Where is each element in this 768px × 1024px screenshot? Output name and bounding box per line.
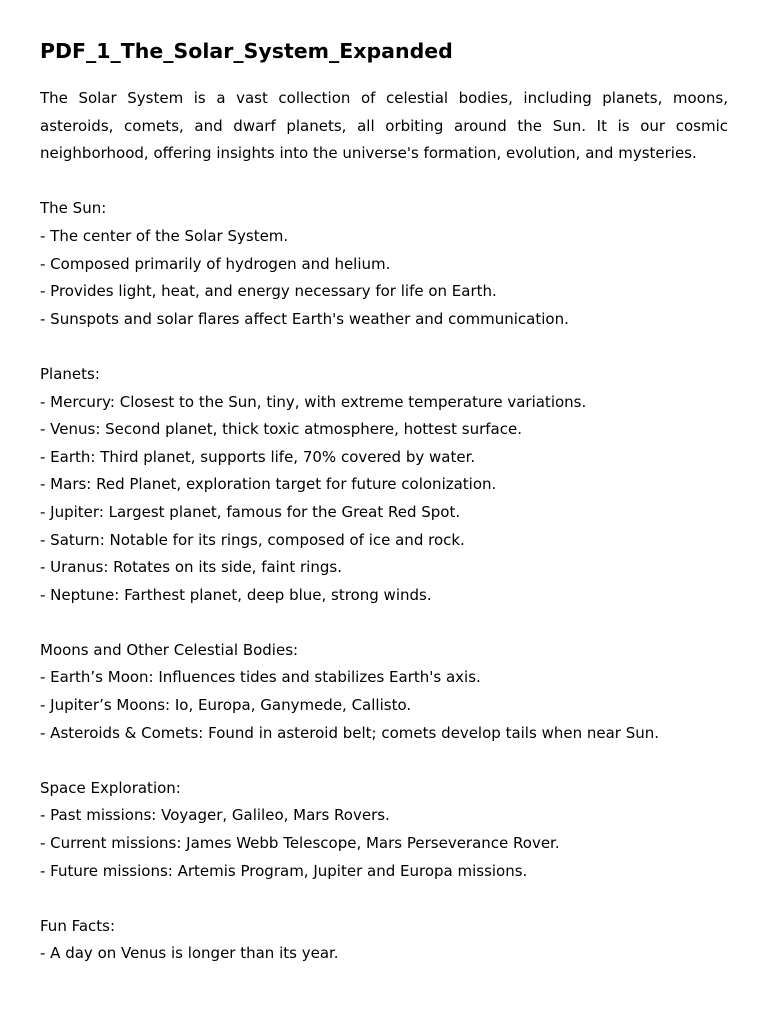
list-item: - Earth: Third planet, supports life, 70% covered by water. xyxy=(40,447,476,466)
list-item: - Mars: Red Planet, exploration target for future colonization. xyxy=(40,475,497,494)
list-item: - Neptune: Farthest planet, deep blue, strong winds. xyxy=(40,585,432,604)
list-item: - Uranus: Rotates on its side, faint rings. xyxy=(40,558,342,577)
document-title: PDF_1_The_Solar_System_Expanded xyxy=(40,39,453,63)
section-heading: Fun Facts: xyxy=(40,916,116,935)
list-item: - A day on Venus is longer than its year. xyxy=(40,944,339,963)
section-moons-and-other-bodies xyxy=(40,637,728,747)
list-item: - The center of the Solar System. xyxy=(40,226,289,245)
list-item: - Mercury: Closest to the Sun, tiny, with extreme temperature variations. xyxy=(40,392,587,411)
list-item: - Saturn: Notable for its rings, composed of ice and rock. xyxy=(40,530,465,549)
intro-paragraph: The Solar System is a vast collection of celestial bodies, including planets, moons, asteroids, comets, and dwarf planets, all orbiting around the Sun. It is our cosmic neighborhood, offering insights into the universe's formation, evolution, and mysteries. xyxy=(40,89,728,163)
list-item: - Provides light, heat, and energy necessary for life on Earth. xyxy=(40,282,497,301)
section-heading: Space Exploration: xyxy=(40,778,181,797)
section-space-exploration xyxy=(40,775,728,885)
section-the-sun xyxy=(40,195,728,333)
list-item: - Venus: Second planet, thick toxic atmosphere, hottest surface. xyxy=(40,420,522,439)
section-heading: Planets: xyxy=(40,364,100,383)
list-item: - Composed primarily of hydrogen and helium. xyxy=(40,254,391,273)
list-item: - Earth’s Moon: Influences tides and stabilizes Earth's axis. xyxy=(40,668,481,687)
section-fun-facts xyxy=(40,913,728,968)
list-item: - Sunspots and solar flares affect Earth's weather and communication. xyxy=(40,309,569,328)
section-heading: Moons and Other Celestial Bodies: xyxy=(40,640,299,659)
list-item: - Jupiter’s Moons: Io, Europa, Ganymede, Callisto. xyxy=(40,696,412,715)
list-item: - Asteroids & Comets: Found in asteroid belt; comets develop tails when near Sun. xyxy=(40,723,660,742)
section-planets xyxy=(40,361,728,609)
list-item: - Current missions: James Webb Telescope, Mars Perseverance Rover. xyxy=(40,834,560,853)
list-item: - Jupiter: Largest planet, famous for the Great Red Spot. xyxy=(40,502,461,521)
section-heading: The Sun: xyxy=(40,199,107,218)
list-item: - Future missions: Artemis Program, Jupiter and Europa missions. xyxy=(40,861,528,880)
list-item: - Past missions: Voyager, Galileo, Mars Rovers. xyxy=(40,806,390,825)
